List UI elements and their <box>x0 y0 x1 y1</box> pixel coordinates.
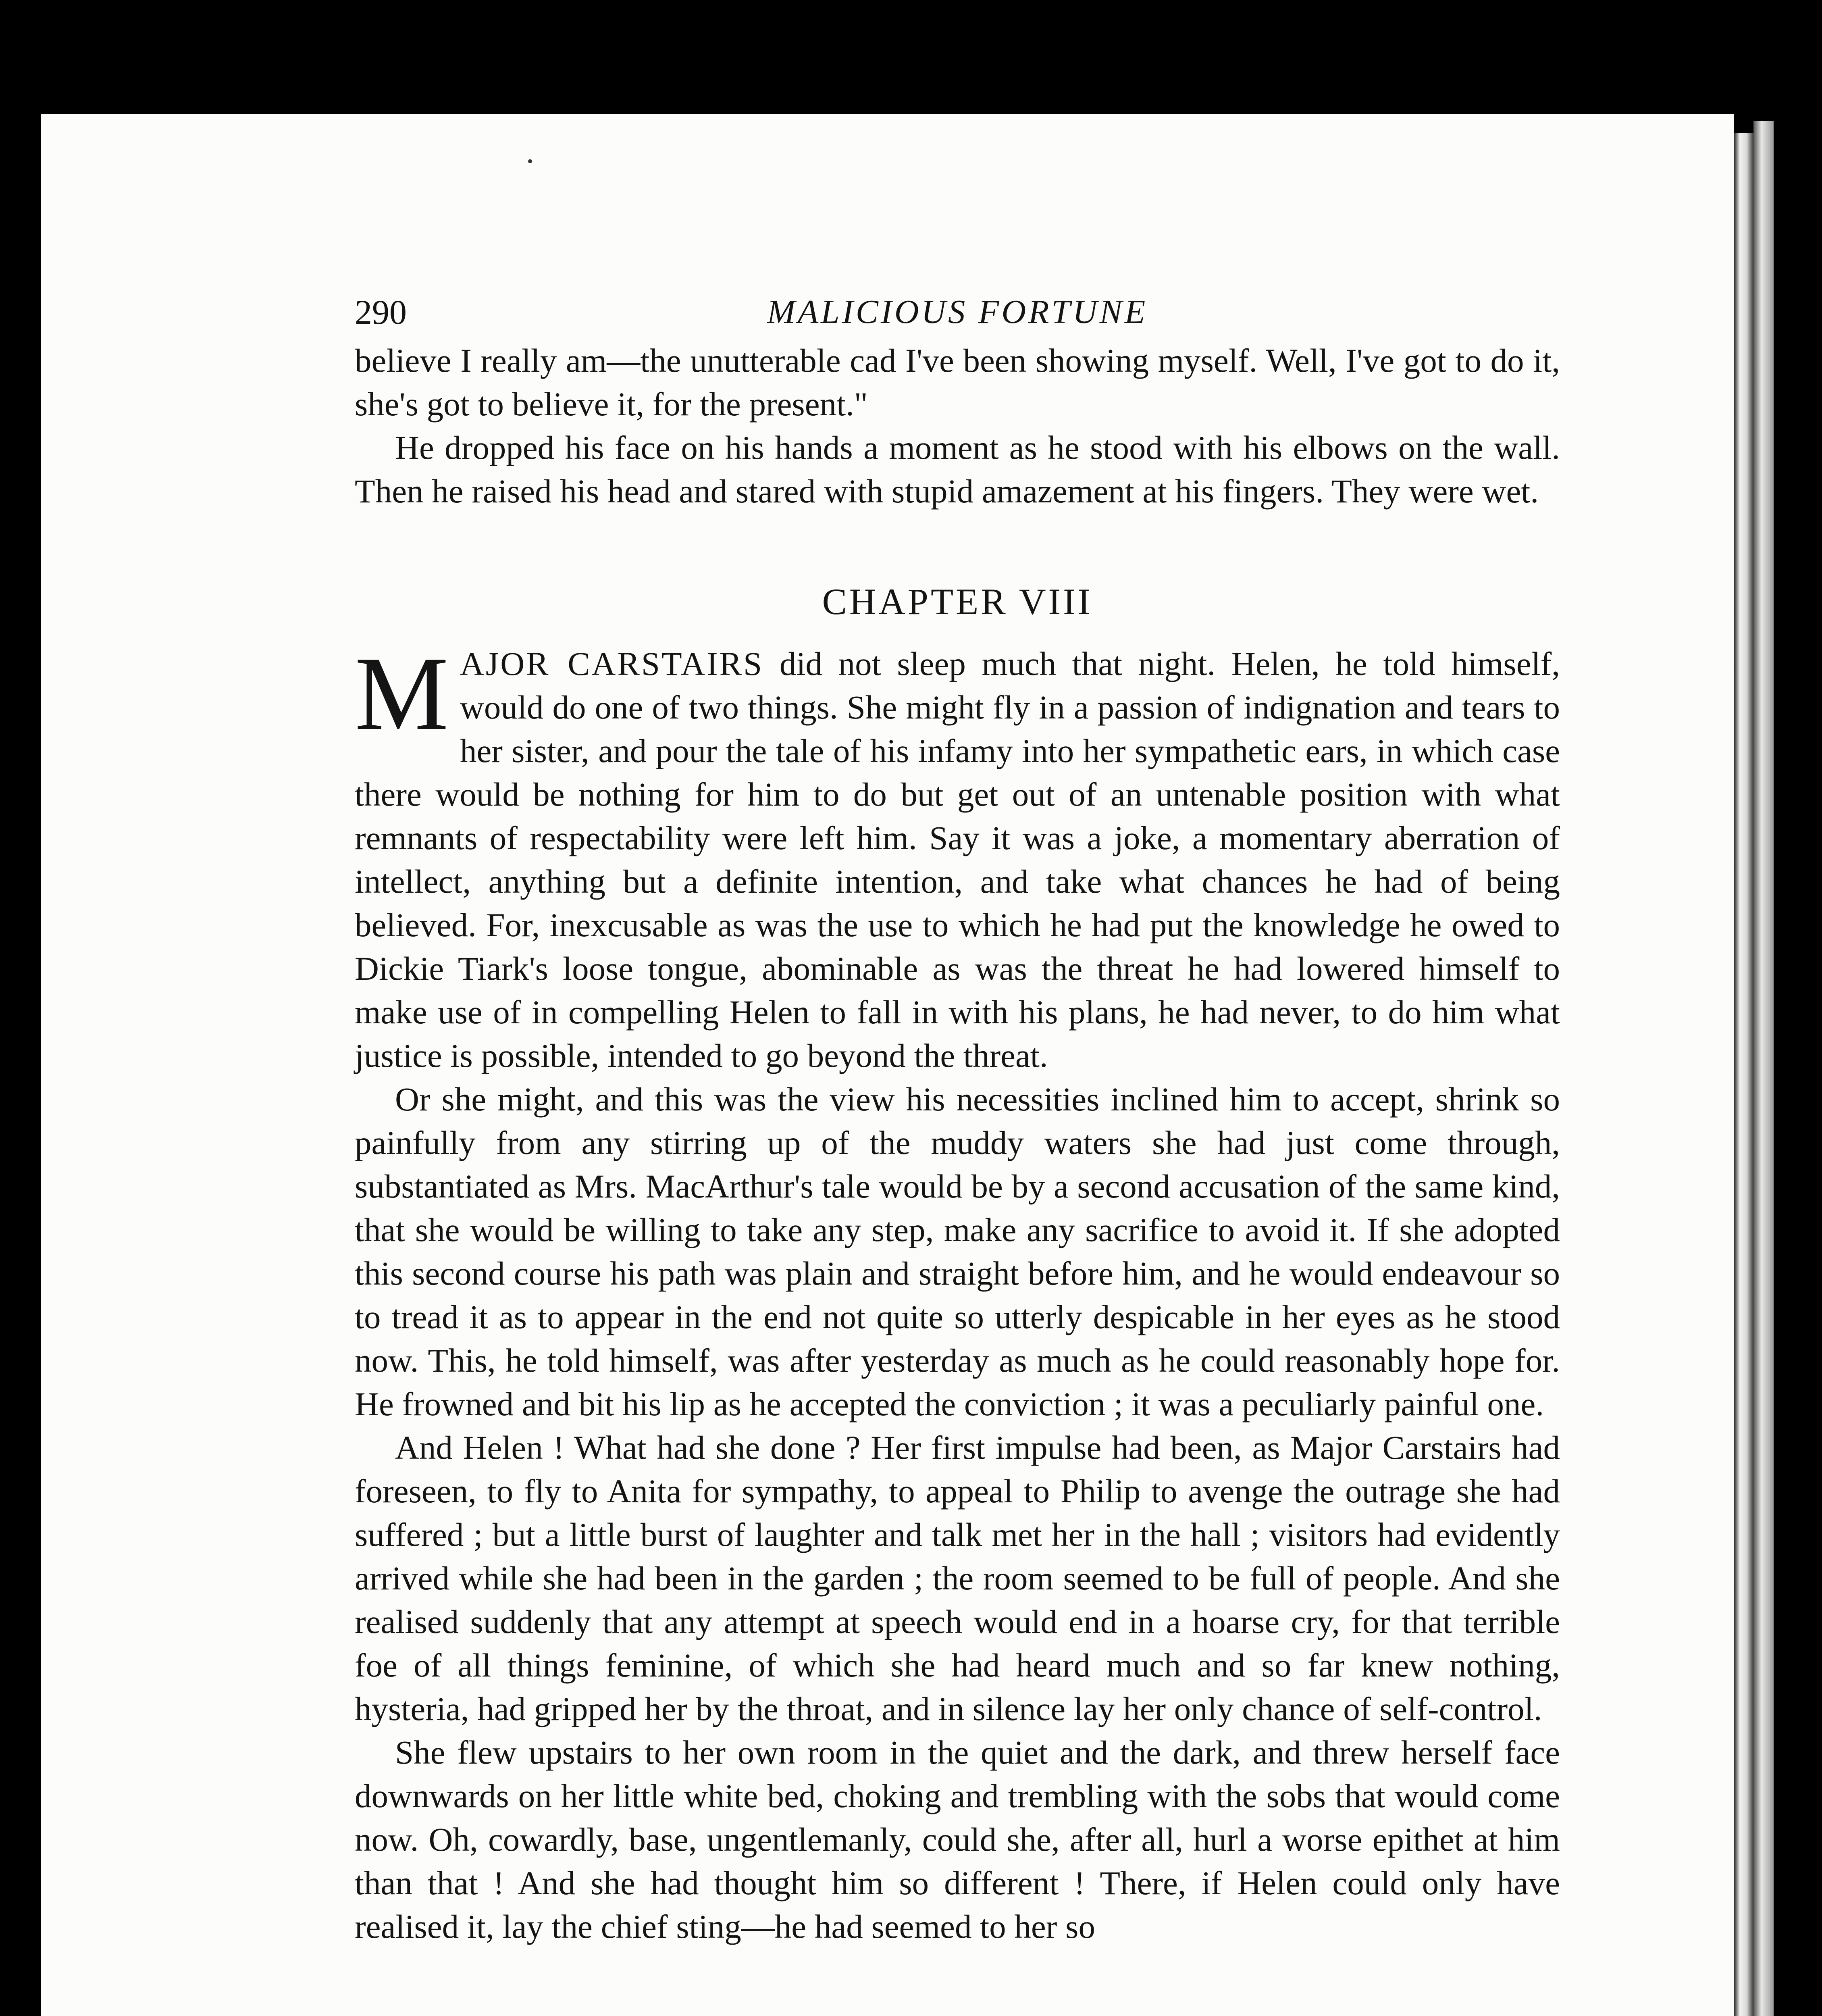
page-edge <box>1734 133 1753 2016</box>
scan-speck <box>528 159 532 163</box>
paragraph: Or she might, and this was the view his necessities inclined him to accept, shrink so painfully from any stirring up of the muddy waters she had just come through, substantiated as Mrs. MacArthur's tale would be by a second accusation of the same kind, that she would be willing to take any step, make any sacrifice to avoid it. If she adopted this second course his path was plain and straight before him, and he would endeavour so to tread it as to appear in the end not quite so utterly despicable in her eyes as he stood now. This, he told himself, was after yesterday as much as he could reasonably hope for. He frowned and bit his lip as he accepted the conviction ; it was a peculiarly painful one. <box>355 1081 1560 1422</box>
paragraph: And Helen ! What had she done ? Her first impulse had been, as Major Carstairs had foreseen, to fly to Anita for sympathy, to appeal to Philip to avenge the outrage she had suffered ; but a little burst of laughter and talk met her in the hall ; visitors had evidently arrived while she had been in the garden ; the room seemed to be full of people. And she realised suddenly that any attempt at speech would end in a hoarse cry, for that terrible foe of all things feminine, of which she had heard much and so far knew nothing, hysteria, had gripped her by the throat, and in silence lay her only chance of self-control. <box>355 1429 1560 1727</box>
page-text <box>355 290 1560 1948</box>
page-number: 290 <box>355 293 407 331</box>
paragraph: He dropped his face on his hands a moment as he stood with his elbows on the wall. Then he raised his head and stared with stupid amazement at his fingers. They were wet. <box>355 429 1560 510</box>
chapter-heading: CHAPTER VIII <box>822 581 1093 622</box>
book-spine-edge <box>1753 121 1774 2016</box>
chapter-opening-paragraph <box>355 635 1560 1077</box>
running-title: MALICIOUS FORTUNE <box>767 293 1148 331</box>
paragraph: believe I really am—the unutterable cad I've been showing myself. Well, I've got to do it, she's got to believe it, for the present." <box>355 342 1560 423</box>
page-header <box>355 290 1560 339</box>
paragraph: She flew upstairs to her own room in the quiet and the dark, and threw herself face downwards on her little white bed, choking and trembling with the sobs that would come now. Oh, cowardly, base, ungentlemanly, could she, after all, hurl a worse epithet at him than that ! And she had thought him so different ! There, if Helen could only have realised it, lay the chief sting—he had seemed to her so <box>355 1734 1560 1945</box>
opening-small-caps: AJOR CARSTAIRS <box>460 645 764 682</box>
drop-cap: M <box>355 635 449 752</box>
opening-text: did not sleep much that night. Helen, he told himself, would do one of two things. She might fly in a passion of indignation and tears to her sister, and pour the tale of his infamy into her sympathetic ears, in which case there would be nothing for him to do but get out of an untenable position with what remnants of respectability were left him. Say it was a joke, a momentary aberration of intellect, anything but a definite intention, and take what chances he had of being believed. For, inexcusable as was the use to which he had put the knowledge he owed to Dickie Tiark's loose tongue, abominable as was the threat he had lowered himself to make use of in compelling Helen to fall in with his plans, he had never, to do him what justice is possible, intended to go beyond the threat. <box>355 645 1560 1074</box>
